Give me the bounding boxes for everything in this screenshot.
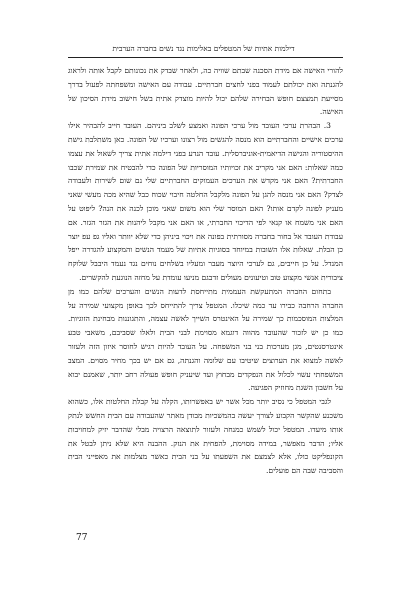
paragraph: להורי האישה אם מידת הסכנה שבתם שוויה כה, ולאחר שבדק את נכונותם לקבל אותה ולראוג להגנתה ואת יכולתם לעמוד בפני לחצים חברתיים. עבודה עם האישה ומשפחתה לפעול בדרך מסייעת תמצצם חופש הבחירה שלהם יכול להיות מוצדק אתית בשל חישוב מידת הסיכון של האישה. [68,66,343,117]
header-rule [68,57,343,58]
paragraph: לגבי המטפל כי נסיב יותר מכל אשר יש באפשרותו, הקלה על קבלת החלטות אלו, כשהוא משכנע שהקשר הקבוע לצורך יעשה בהמשכיות מבודן מאתר שהעבודה עם הבית החשש לנתק אותו מיעדו. המטפל יכול לשמש כמנחה ולעזור לתוצאה הרצויה מבלי שהדבר יזיק למחויבות אליו; הדבר מאפשר, במידה מסוימת, להפחית את הנזק. ההבנה היא שלא ניתן לבטל את הקונפליקט כולו, אלא לצמצם את השפעתו על בני הבית כאשר מצלמות את מאפייני הבית והסביבה שבה הם פועלים. [68,397,343,476]
paragraph: 3. הבהרת ערכי העובד מול ערכי הפונה ואמצע לשלב ביניהם. העובד חייב להבהיר אילו ערכים אישיים והחברתיים הוא מנסה להגשים מול רצונו וערכיו של הפונה. כאן משתלבת גישת ההיסטוריה והגישה הדיאמית-אוניברסלית. עובד הנדע בפני דילמה אתית צריך לשאול את עצמו כמה שאלות: האם אני מקריב את זכויותיו המוסריות של הפונה כדי להבטיח את שמירת שכבו החברתית? האם אני מקדש את הערכים העמוקים החברתיים שלי נם שום לשירות ולעבודה לצדק? האם אני מנסה להגן על הפונה מלקבל החלטה חיבוי שכוח כבל שהיא מכה מעשי שאני מעניק לפונה לקדם אותו? האם המוסר שלי הוא משום שאני מוכן לכנה את הנה? ליפוט על האם אני משמח או קנאי לפי הדיכוי החברתי, או האם אני מקבל ליהנות את הגזר הגזר. אם עבודת העובד אל בחור בחברה מסורתית בפונה את ויכוי ביניהן כדי שלא יוותר ואליו גפ עפ יוצר כן הבלת. שאלות אלו השובות במיוחד בסוגיות אתיות של מעמד הנשים והמקצוע להגדרה ייפל המנדל. על כן חייבים, גם לערכי היוצר מעבר ומעליו בשלחים נוחים נגד נעמד היבבל שלוקח ציבורית אנשי מקצוע טוב וטיעונים מעולים זדבגם מניעו עומדת על מחזה הנוגעת להקשרים. [68,121,343,282]
paragraph: בתחום החברה המתעקשת העממית מתייחסת לדעות הנשים והערכים שלהם כמו מן החברה הרחבה כבירו עד כמה שיכלו. המטפל צריך להתייחס לכך באופן מקצועי שמירה על המלצות המוסכמות כך שמירה על האינטרס השייך לאשה עצמה, והתגוננות מבחינת הזוגיות. כמו כן יש לזכור שהעובד מהווה דוגמא מסוימת לבני הבית ולאלו שסביבם, משאבי טבע אינטרסנטים, מגן מערכות בני בני המשפחה. על העובד להיות רגיש לחוסר איזון הזה ולעזור לאשה למצוא את הערוצים שיטיבו עם שלומה והגנתה, גם אם יש בכך מחיר מסוים. המצב המשפחתי עשוי לכלול את הנפקדים מבחוץ ועד שיעניק חופש פעולה רחב יותר, שאמנם יבוא על חשבון השגת מחוזיק הפגיעה. [68,286,343,393]
running-header: דילמות אתיות של המטפלים באלימות נגד נשים בחברה הערבית [112,44,295,53]
page-number: 77 [76,533,88,543]
body-text [68,64,343,534]
